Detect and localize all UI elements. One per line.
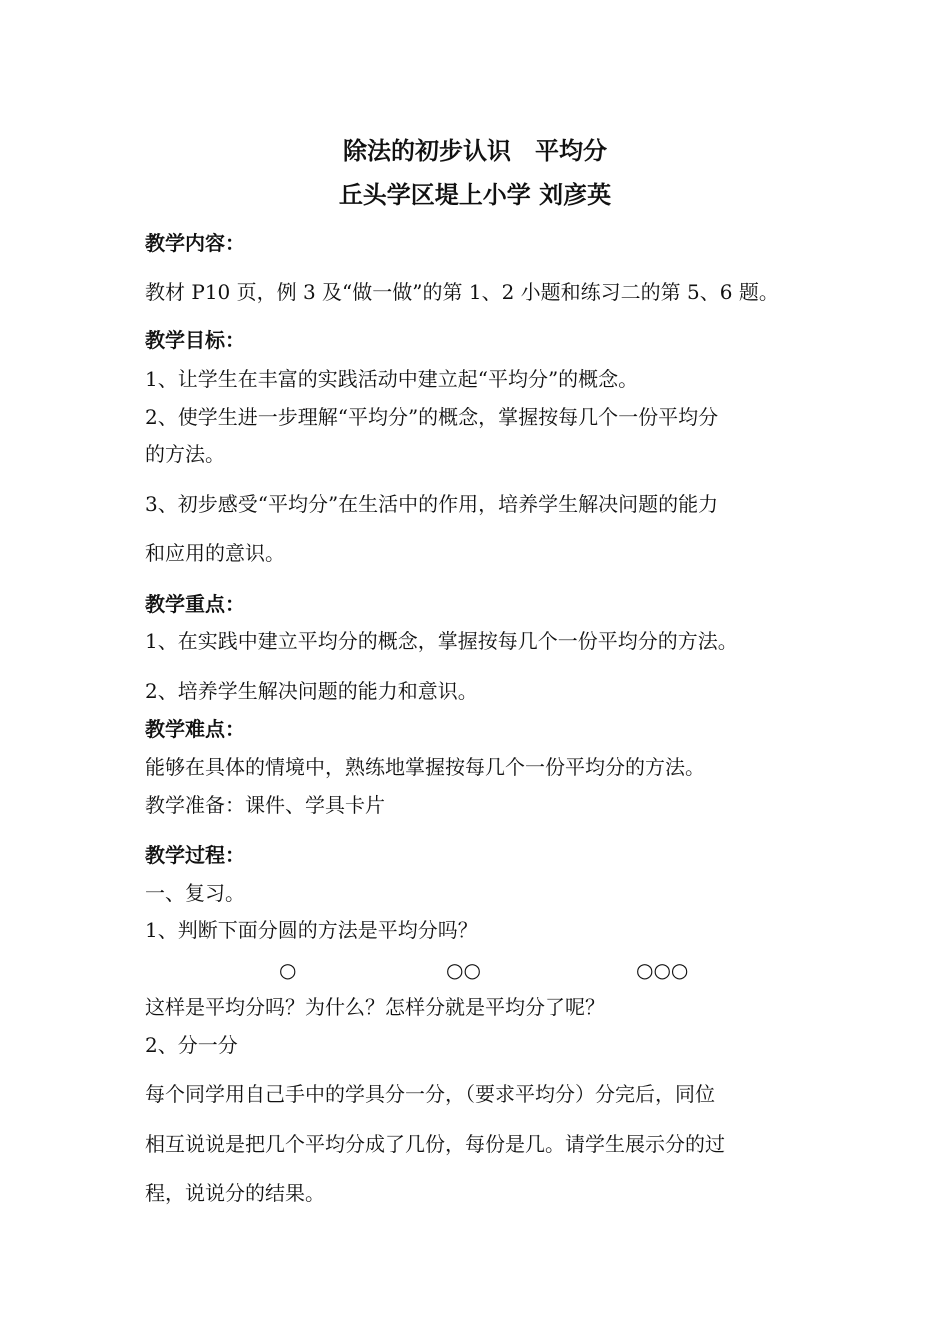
objective-3-line-2: 和应用的意识。 bbox=[145, 541, 285, 565]
objective-2-line-2: 的方法。 bbox=[145, 442, 225, 466]
circle-group-1: ○ bbox=[279, 958, 297, 982]
objective-2-line-1: 2、使学生进一步理解“平均分”的概念，掌握按每几个一份平均分 bbox=[145, 405, 719, 429]
review-question-2-text-line-1: 每个同学用自己手中的学具分一分，（要求平均分）分完后，同位 bbox=[145, 1082, 715, 1106]
key-points-heading: 教学重点： bbox=[145, 592, 245, 616]
review-question-2-text-line-2: 相互说说是把几个平均分成了几份，每份是几。请学生展示分的过 bbox=[145, 1132, 725, 1156]
circle-group-2: ○○ bbox=[446, 958, 481, 982]
review-question-1-follow-up: 这样是平均分吗？为什么？怎样分就是平均分了呢？ bbox=[145, 995, 605, 1019]
difficulty-heading: 教学难点： bbox=[145, 717, 245, 741]
objective-1: 1、让学生在丰富的实践活动中建立起“平均分”的概念。 bbox=[145, 367, 639, 391]
preparation-text: 教学准备：课件、学具卡片 bbox=[145, 793, 385, 817]
difficulty-text: 能够在具体的情境中，熟练地掌握按每几个一份平均分的方法。 bbox=[145, 755, 705, 779]
content-heading: 教学内容： bbox=[145, 231, 245, 255]
objectives-heading: 教学目标： bbox=[145, 328, 245, 352]
key-point-2: 2、培养学生解决问题的能力和意识。 bbox=[145, 679, 478, 703]
review-question-1: 1、判断下面分圆的方法是平均分吗？ bbox=[145, 918, 478, 942]
review-question-2-text-line-3: 程，说说分的结果。 bbox=[145, 1181, 325, 1205]
key-point-1: 1、在实践中建立平均分的概念，掌握按每几个一份平均分的方法。 bbox=[145, 629, 738, 653]
review-question-2: 2、分一分 bbox=[145, 1033, 238, 1057]
process-heading: 教学过程： bbox=[145, 843, 245, 867]
review-section-title: 一、复习。 bbox=[145, 881, 245, 905]
objective-3-line-1: 3、初步感受“平均分”在生活中的作用，培养学生解决问题的能力 bbox=[145, 492, 719, 516]
circle-group-3: ○○○ bbox=[636, 958, 689, 982]
document-title: 除法的初步认识 平均分 bbox=[343, 137, 607, 165]
content-text: 教材 P10 页，例 3 及“做一做”的第 1、2 小题和练习二的第 5、6 题。 bbox=[145, 280, 779, 304]
document-subtitle: 丘头学区堤上小学 刘彦英 bbox=[338, 181, 612, 209]
